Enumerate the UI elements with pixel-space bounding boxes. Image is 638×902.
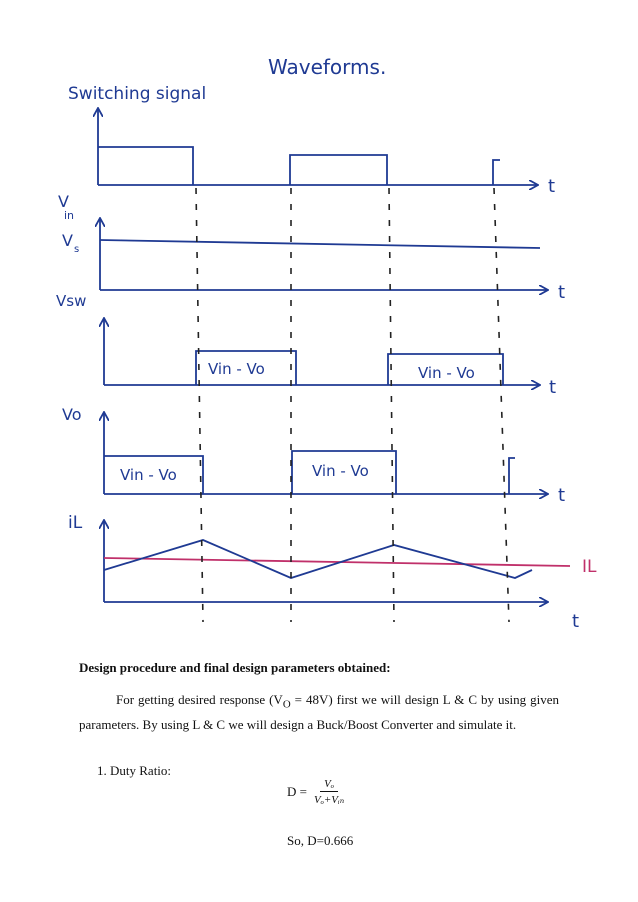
t-label-il: t [572, 611, 580, 632]
vsw-pulse-1-label: Vin - Vo [208, 360, 265, 378]
vin-axis-sub: in [64, 209, 75, 222]
list-item-duty-ratio: 1. Duty Ratio: [97, 763, 172, 778]
formula-numerator: Vₒ [320, 778, 338, 792]
section-heading: Design procedure and final design parameters obtained: [79, 660, 391, 675]
il-average-label: IL [582, 557, 597, 577]
vs-label: V [62, 231, 73, 250]
vsw-label: Vsw [56, 292, 87, 310]
vs-level-line [100, 240, 540, 248]
formula-fraction [310, 778, 348, 806]
switching-pulse-1 [98, 147, 193, 185]
switching-pulse-3 [493, 160, 500, 185]
switching-signal-label: Switching signal [68, 84, 207, 104]
body-paragraph: For getting desired response $(V_O = 48V)$ first we will design L & C by using given parameters. By using L & C we will design a Buck/Boost Converter and simulate it. [79, 692, 559, 732]
formula-lhs: D = [287, 784, 307, 799]
dashed-guide-1 [196, 188, 203, 622]
il-average-line [104, 558, 570, 566]
vo-pulse-2-label: Vin - Vo [312, 462, 369, 480]
vo-pulse-1-label: Vin - Vo [120, 466, 177, 484]
vo-pulse-3 [509, 458, 515, 494]
t-label-switching: t [548, 176, 556, 197]
vo-label: Vo [62, 405, 82, 424]
il-label: iL [68, 513, 83, 533]
t-label-vsw: t [549, 377, 557, 398]
duty-ratio-formula [287, 778, 348, 806]
vsw-pulse-2-label: Vin - Vo [418, 364, 475, 382]
vs-sub: s [74, 244, 80, 255]
dashed-guide-4 [494, 188, 509, 622]
t-label-vo: t [558, 485, 566, 506]
duty-ratio-result: So, D=0.666 [287, 833, 354, 848]
dashed-guide-3 [389, 188, 394, 622]
vin-axis-label: V [58, 192, 69, 211]
figure-title: Waveforms. [268, 55, 387, 79]
switching-pulse-2 [290, 155, 387, 185]
t-label-vin: t [558, 282, 566, 303]
formula-denominator: Vₒ+Vᵢₙ [313, 794, 345, 806]
